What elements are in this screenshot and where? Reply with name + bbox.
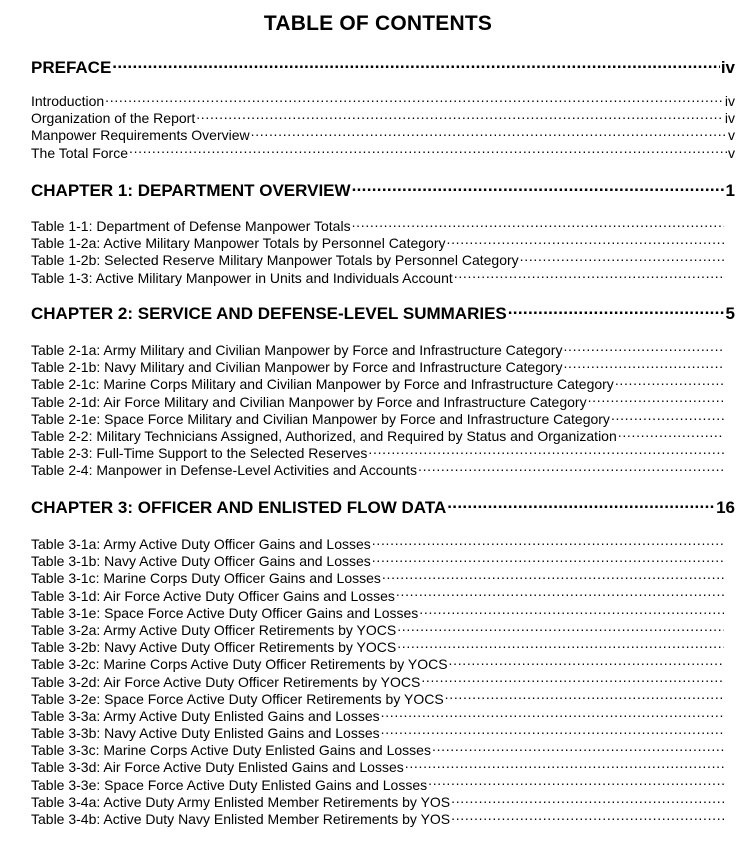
dot-leader [105,92,724,106]
chapter3-heading[interactable] [31,496,735,520]
toc-entry[interactable] [31,461,725,478]
entry-label: Table 2-2: Military Technicians Assigned, Authorized, and Required by Status and Organization [31,427,617,444]
page-number: v [728,127,735,144]
dot-leader [508,302,725,319]
entry-label: Table 1-2b: Selected Reserve Military Manpower Totals by Personnel Category [31,252,519,269]
dot-leader [251,126,727,140]
entry-label: Table 1-2a: Active Military Manpower Totals by Personnel Category [31,235,446,252]
toc-entry[interactable] [31,251,725,268]
page-number: iv [724,93,735,109]
dot-leader [352,179,725,196]
entry-label: Manpower Requirements Overview [31,127,250,144]
entry-label: Table 3-2b: Navy Active Duty Officer Retirements by YOCS [31,639,397,656]
dot-leader [372,552,724,566]
toc-entry[interactable] [31,341,725,358]
dot-leader [196,109,724,123]
entry-label: Table 2-1c: Marine Corps Military and Civilian Manpower by Force and Infrastructure Category [31,376,614,393]
heading-label: CHAPTER 1: DEPARTMENT OVERVIEW [31,181,351,200]
entry-label: Table 3-2a: Army Active Duty Officer Retirements by YOCS [31,621,397,638]
toc-entry[interactable] [31,144,735,161]
dot-leader [520,251,724,265]
chapter2-entries [31,341,735,479]
page-number: v [728,144,735,161]
toc-entry[interactable] [31,234,725,251]
toc-entry[interactable] [31,810,725,827]
toc-entry[interactable] [31,535,725,552]
chapter2-heading[interactable] [31,302,735,326]
dot-leader [381,724,724,738]
entry-label: Table 3-3b: Navy Active Duty Enlisted Gains and Losses [31,725,380,742]
entry-label: Table 2-1b: Navy Military and Civilian Manpower by Force and Infrastructure Category [31,359,563,376]
heading-label: CHAPTER 2: SERVICE AND DEFENSE-LEVEL SUMMARIES [31,304,507,323]
page-number: 5 [725,304,735,323]
toc-entry[interactable] [31,217,725,234]
entry-label: Table 3-1b: Navy Active Duty Officer Gains and Losses [31,553,371,570]
toc-entry[interactable] [31,358,725,375]
toc-entry[interactable] [31,109,735,126]
entry-label: Table 3-1a: Army Active Duty Officer Gains and Losses [31,536,371,552]
dot-leader [418,461,724,475]
entry-label: Table 3-3c: Marine Corps Active Duty Enlisted Gains and Losses [31,742,431,759]
entry-label: Table 3-1e: Space Force Active Duty Officer Gains and Losses [31,604,419,621]
entry-label: Table 3-3a: Army Active Duty Enlisted Gains and Losses [31,707,380,724]
toc-entry[interactable] [31,673,725,690]
dot-leader [397,638,724,652]
page-number: 16 [716,498,735,517]
toc-entry[interactable] [31,393,725,410]
entry-label: Table 3-4a: Active Duty Army Enlisted Member Retirements by YOS [31,793,451,810]
chapter1-heading[interactable] [31,179,735,203]
toc-entry[interactable] [31,375,725,392]
dot-leader [428,776,724,790]
dot-leader [618,427,724,441]
entry-label: Table 2-1a: Army Military and Civilian Manpower by Force and Infrastructure Category [31,342,563,358]
dot-leader [421,673,724,687]
dot-leader [454,269,724,283]
entry-label: Table 2-4: Manpower in Defense-Level Activities and Accounts [31,462,417,479]
entry-label: Table 3-2e: Space Force Active Duty Officer Retirements by YOCS [31,690,444,707]
toc-entry[interactable] [31,707,725,724]
toc-entry[interactable] [31,92,735,109]
entry-label: Table 3-1d: Air Force Active Duty Officer Gains and Losses [31,587,395,604]
dot-leader [112,56,720,73]
dot-leader [368,444,724,458]
preface-entries [31,92,735,161]
entry-label: Table 3-2c: Marine Corps Active Duty Officer Retirements by YOCS [31,656,448,673]
dot-leader [445,690,724,704]
heading-label: CHAPTER 3: OFFICER AND ENLISTED FLOW DATA [31,498,447,517]
dot-leader [611,410,724,424]
entry-label: Table 3-3e: Space Force Active Duty Enlisted Gains and Losses [31,776,428,793]
page-number: iv [724,110,735,127]
dot-leader [372,535,724,549]
toc-title: TABLE OF CONTENTS [263,12,493,35]
entry-label: Introduction [31,93,105,109]
dot-leader [397,621,724,635]
dot-leader [447,234,725,248]
chapter1-section [31,179,735,203]
toc-entry[interactable] [31,587,725,604]
dot-leader [381,707,724,721]
entry-label: Organization of the Report [31,110,196,127]
toc-entry[interactable] [31,569,725,586]
entry-label: Table 3-3d: Air Force Active Duty Enlisted Gains and Losses [31,759,404,776]
heading-label: PREFACE [31,58,112,77]
dot-leader [432,741,724,755]
dot-leader [419,604,724,618]
toc-entry[interactable] [31,552,725,569]
dot-leader [405,758,724,772]
chapter2-section [31,302,735,326]
chapter3-entries [31,535,735,827]
chapter1-entries [31,217,735,286]
entry-label: Table 2-1d: Air Force Military and Civilian Manpower by Force and Infrastructure Category [31,393,587,410]
toc-entry[interactable] [31,444,725,461]
toc-entry[interactable] [31,724,725,741]
entry-label: Table 2-1e: Space Force Military and Civilian Manpower by Force and Infrastructure Category [31,410,610,427]
toc-entry[interactable] [31,776,725,793]
toc-entry[interactable] [31,690,725,707]
dot-leader [563,358,724,372]
entry-label: Table 1-1: Department of Defense Manpower Totals [31,218,351,234]
toc-entry[interactable] [31,793,725,810]
dot-leader [563,341,724,355]
entry-label: Table 3-4b: Active Duty Navy Enlisted Member Retirements by YOS [31,811,451,827]
dot-leader [588,393,724,407]
dot-leader [396,587,724,601]
entry-label: Table 2-3: Full-Time Support to the Selected Reserves [31,445,368,462]
entry-label: Table 3-1c: Marine Corps Duty Officer Gains and Losses [31,570,381,587]
page-number: iv [720,58,735,77]
entry-label: Table 3-2d: Air Force Active Duty Officer Retirements by YOCS [31,673,421,690]
toc-entry[interactable] [31,758,725,775]
toc-entry[interactable] [31,741,725,758]
toc-entry[interactable] [31,655,725,672]
toc-entry[interactable] [31,638,725,655]
dot-leader [447,496,715,513]
toc-entry[interactable] [31,604,725,621]
toc-entry[interactable] [31,621,725,638]
dot-leader [451,793,724,807]
dot-leader [382,569,724,583]
dot-leader [451,810,724,824]
toc-entry[interactable] [31,269,725,286]
dot-leader [129,144,727,158]
dot-leader [352,217,724,231]
toc-entry[interactable] [31,126,735,143]
toc-entry[interactable] [31,427,725,444]
entry-label: Table 1-3: Active Military Manpower in Units and Individuals Account [31,269,453,286]
preface-section [31,56,735,80]
dot-leader [449,655,724,669]
toc-entry[interactable] [31,410,725,427]
dot-leader [615,375,724,389]
page-number: 1 [725,181,735,200]
entry-label: The Total Force [31,144,129,161]
chapter3-section [31,496,735,520]
preface-heading[interactable] [31,56,735,80]
